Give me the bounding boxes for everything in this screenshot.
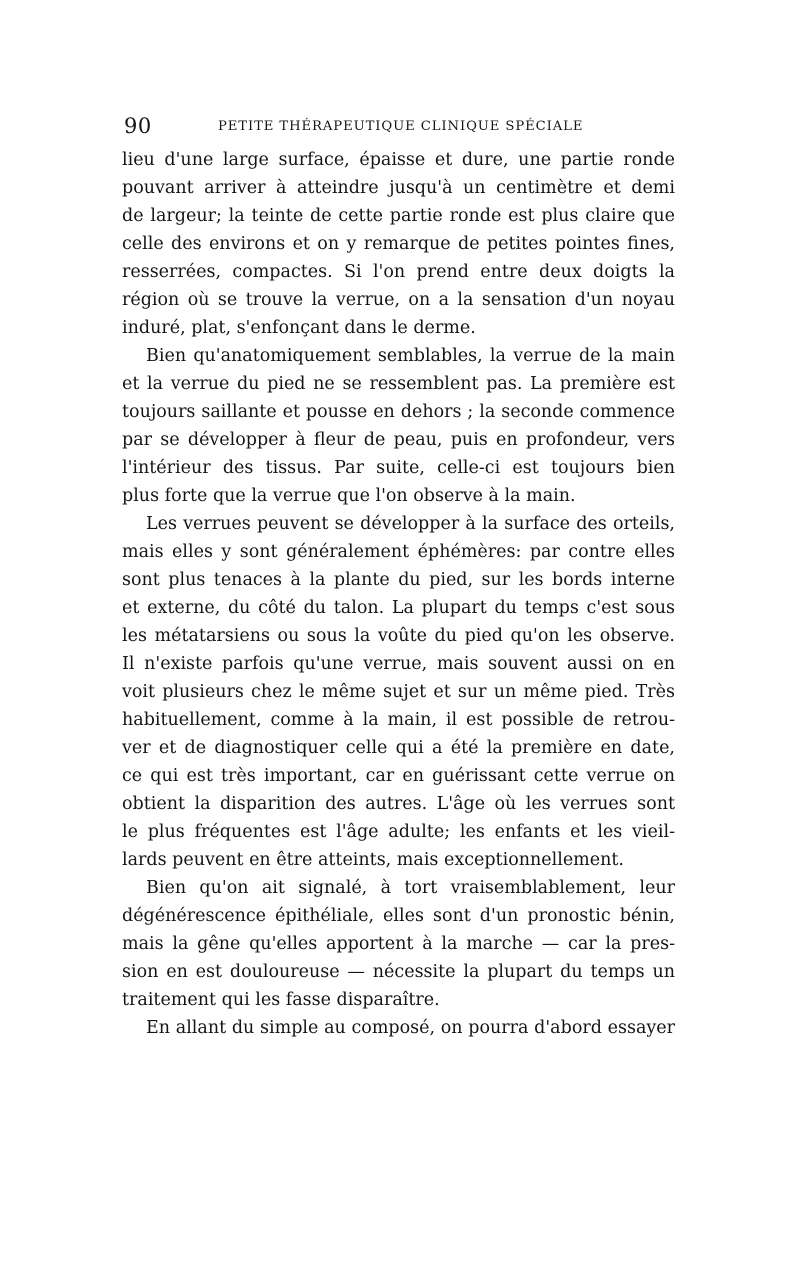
- text-line: mais la gêne qu'elles apportent à la marche — car la pres-: [122, 934, 675, 954]
- text-line: En allant du simple au composé, on pourra d'abord essayer: [146, 1018, 675, 1038]
- paragraph: [122, 1014, 675, 1042]
- text-line: sont plus tenaces à la plante du pied, sur les bords interne: [122, 570, 675, 590]
- text-line: obtient la disparition des autres. L'âge où les verrues sont: [122, 794, 675, 814]
- text-line: sion en est douloureuse — nécessite la plupart du temps un: [122, 962, 675, 982]
- text-line: pouvant arriver à atteindre jusqu'à un centimètre et demi: [122, 178, 675, 198]
- text-line: par se développer à fleur de peau, puis en profondeur, vers: [122, 430, 675, 450]
- book-page: [122, 114, 675, 1042]
- text-line: traitement qui les fasse disparaître.: [122, 990, 440, 1010]
- running-title: PETITE THÉRAPEUTIQUE CLINIQUE SPÉCIALE: [218, 119, 584, 134]
- body-text: [122, 146, 675, 1042]
- text-line: l'intérieur des tissus. Par suite, celle-ci est toujours bien: [122, 458, 675, 478]
- text-line: toujours saillante et pousse en dehors ; la seconde commence: [122, 402, 675, 422]
- text-line: les métatarsiens ou sous la voûte du pied qu'on les observe.: [122, 626, 675, 646]
- text-line: ce qui est très important, car en guérissant cette verrue on: [122, 766, 675, 786]
- text-line: voit plusieurs chez le même sujet et sur un même pied. Très: [122, 682, 675, 702]
- text-line: Les verrues peuvent se développer à la surface des orteils,: [146, 514, 675, 534]
- running-head: [122, 114, 675, 140]
- text-line: mais elles y sont généralement éphémères: par contre elles: [122, 542, 675, 562]
- text-line: resserrées, compactes. Si l'on prend entre deux doigts la: [122, 262, 675, 282]
- text-line: dégénérescence épithéliale, elles sont d'un pronostic bénin,: [122, 906, 675, 926]
- paragraph: [122, 342, 675, 510]
- text-line: Bien qu'anatomiquement semblables, la verrue de la main: [146, 346, 675, 366]
- text-line: et la verrue du pied ne se ressemblent pas. La première est: [122, 374, 675, 394]
- text-line: lieu d'une large surface, épaisse et dure, une partie ronde: [122, 150, 675, 170]
- text-line: ver et de diagnostiquer celle qui a été la première en date,: [122, 738, 675, 758]
- text-line: celle des environs et on y remarque de petites pointes fines,: [122, 234, 675, 254]
- paragraph: [122, 874, 675, 1014]
- paragraph: [122, 510, 675, 874]
- text-line: et externe, du côté du talon. La plupart du temps c'est sous: [122, 598, 675, 618]
- text-line: lards peuvent en être atteints, mais exceptionnellement.: [122, 850, 624, 870]
- text-line: induré, plat, s'enfonçant dans le derme.: [122, 318, 476, 338]
- text-line: Bien qu'on ait signalé, à tort vraisemblablement, leur: [146, 878, 675, 898]
- text-line: plus forte que la verrue que l'on observe à la main.: [122, 486, 576, 506]
- text-line: de largeur; la teinte de cette partie ronde est plus claire que: [122, 206, 675, 226]
- text-line: habituellement, comme à la main, il est possible de retrou-: [122, 710, 675, 730]
- page-number: 90: [124, 114, 152, 138]
- text-line: Il n'existe parfois qu'une verrue, mais souvent aussi on en: [122, 654, 675, 674]
- paragraph: [122, 146, 675, 342]
- text-line: le plus fréquentes est l'âge adulte; les enfants et les vieil-: [122, 822, 675, 842]
- text-line: région où se trouve la verrue, on a la sensation d'un noyau: [122, 290, 675, 310]
